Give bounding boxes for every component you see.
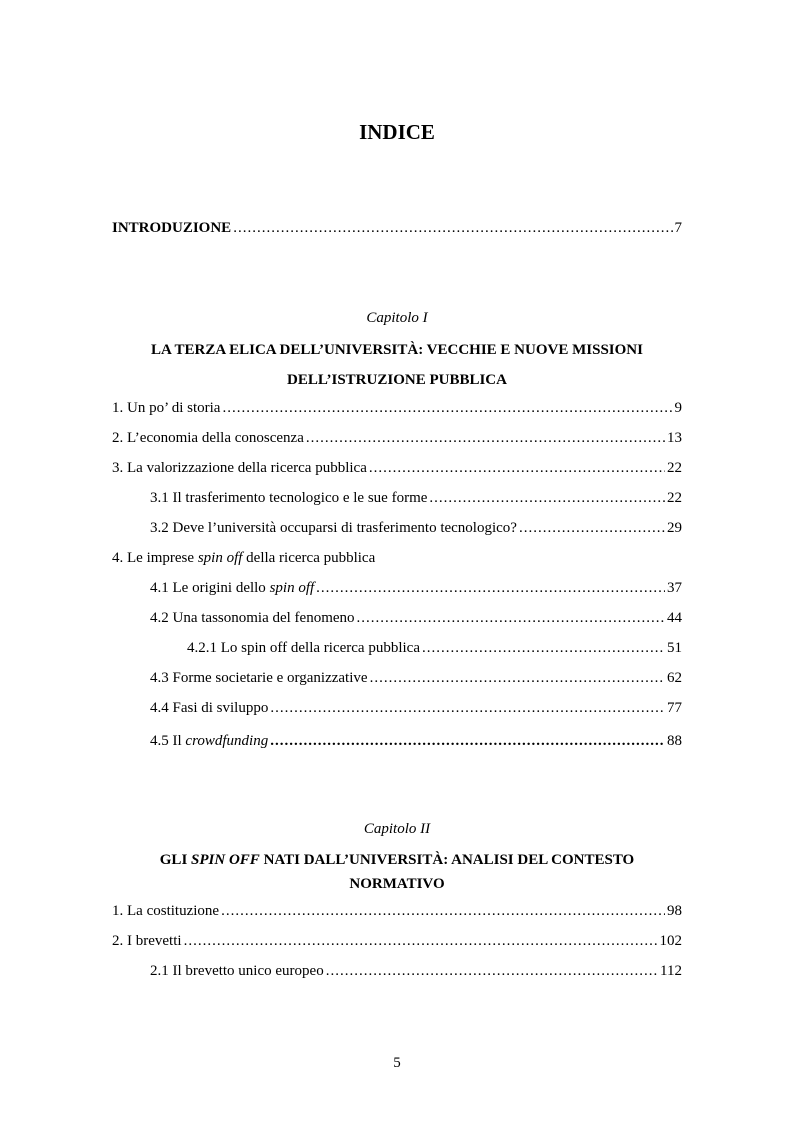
toc-subentry[interactable] [150, 698, 682, 718]
chapter-1-title-line1: LA TERZA ELICA DELL’UNIVERSITÀ: VECCHIE E NUOVE MISSIONI [151, 342, 643, 358]
page-number: 5 [393, 1055, 401, 1071]
leader-dots [422, 638, 665, 658]
toc-entry[interactable] [112, 931, 682, 951]
leader-dots [357, 608, 665, 628]
toc-entry-label: INTRODUZIONE [112, 220, 232, 236]
toc-subentry[interactable] [150, 961, 682, 981]
toc-subentry[interactable] [150, 488, 682, 508]
leader-dots [222, 398, 672, 418]
toc-entry-page: 44 [667, 610, 682, 626]
toc-entry-page: 37 [667, 580, 682, 596]
leader-dots [233, 218, 672, 238]
chapter-1-label: Capitolo I [366, 310, 428, 326]
leader-dots [429, 488, 665, 508]
toc-entry[interactable] [112, 428, 682, 448]
toc-subentry[interactable] [150, 578, 682, 598]
toc-entry-page: 13 [667, 430, 682, 446]
toc-entry-page: 9 [674, 400, 682, 416]
label-text: 4. Le imprese [112, 550, 198, 566]
toc-entry-page: 88 [667, 733, 682, 749]
toc-entry-page: 29 [667, 520, 682, 536]
toc-entry-label: 4.2 Una tassonomia del fenomeno [150, 610, 355, 626]
toc-subentry[interactable] [150, 608, 682, 628]
toc-subentry[interactable] [150, 518, 682, 538]
toc-entry-label: 4.2.1 Lo spin off della ricerca pubblica [187, 640, 420, 656]
toc-entry-introduction[interactable] [112, 218, 682, 238]
title-emphasis: SPIN OFF [191, 852, 260, 868]
leader-dots [270, 731, 665, 751]
toc-subentry[interactable] [150, 731, 682, 751]
chapter-2-title-line1 [112, 848, 682, 872]
toc-entry-page: 112 [660, 963, 682, 979]
label-text: 4.1 Le origini dello [150, 580, 270, 596]
toc-entry[interactable] [112, 901, 682, 921]
toc-entry-page: 22 [667, 490, 682, 506]
toc-entry-label: 4.3 Forme societarie e organizzative [150, 670, 368, 686]
toc-entry-label: 3.1 Il trasferimento tecnologico e le sue forme [150, 490, 428, 506]
toc-entry-label [150, 578, 314, 598]
toc-entry-label: 4.4 Fasi di sviluppo [150, 700, 269, 716]
toc-entry-page: 98 [667, 903, 682, 919]
toc-entry-label: 1. La costituzione [112, 903, 220, 919]
label-emphasis: spin off [197, 550, 243, 566]
toc-entry-label: 2.1 Il brevetto unico europeo [150, 963, 324, 979]
toc-subentry[interactable] [150, 668, 682, 688]
leader-dots [370, 668, 665, 688]
leader-dots [316, 578, 665, 598]
toc-entry-label: 3. La valorizzazione della ricerca pubblica [112, 460, 367, 476]
leader-dots [306, 428, 665, 448]
leader-dots [519, 518, 665, 538]
toc-entry-label: 3.2 Deve l’università occuparsi di trasferimento tecnologico? [150, 520, 517, 536]
label-emphasis: crowdfunding [185, 733, 269, 749]
title-text: NATI DALL’UNIVERSITÀ: ANALISI DEL CONTESTO [259, 852, 635, 868]
toc-entry[interactable] [112, 458, 682, 478]
page-title: INDICE [359, 120, 435, 144]
leader-dots [184, 931, 658, 951]
toc-entry-label: 1. Un po’ di storia [112, 400, 221, 416]
leader-dots [369, 458, 665, 478]
toc-entry-label [112, 548, 375, 568]
toc-entry-page: 62 [667, 670, 682, 686]
chapter-2-label: Capitolo II [363, 821, 431, 837]
toc-entry-page: 7 [674, 220, 682, 236]
toc-entry-label: 2. I brevetti [112, 933, 182, 949]
toc-entry-label: 2. L’economia della conoscenza [112, 430, 304, 446]
label-text: della ricerca pubblica [242, 550, 376, 566]
chapter-2-title-line2: NORMATIVO [349, 876, 445, 892]
chapter-2-title [112, 848, 682, 896]
toc-subsubentry[interactable] [187, 638, 682, 658]
toc-entry-page: 51 [667, 640, 682, 656]
title-text: GLI [159, 852, 192, 868]
label-text: 4.5 Il [150, 733, 186, 749]
leader-dots [221, 901, 665, 921]
leader-dots [270, 698, 665, 718]
label-emphasis: spin off [269, 580, 315, 596]
toc-entry-page: 77 [667, 700, 682, 716]
toc-entry-page: 102 [659, 933, 682, 949]
toc-entry-label [150, 731, 268, 751]
toc-entry-page: 22 [667, 460, 682, 476]
toc-entry[interactable] [112, 398, 682, 418]
chapter-1-title [112, 335, 682, 395]
toc-entry[interactable] [112, 548, 682, 568]
leader-dots [326, 961, 658, 981]
chapter-1-title-line2: DELL’ISTRUZIONE PUBBLICA [287, 372, 507, 388]
